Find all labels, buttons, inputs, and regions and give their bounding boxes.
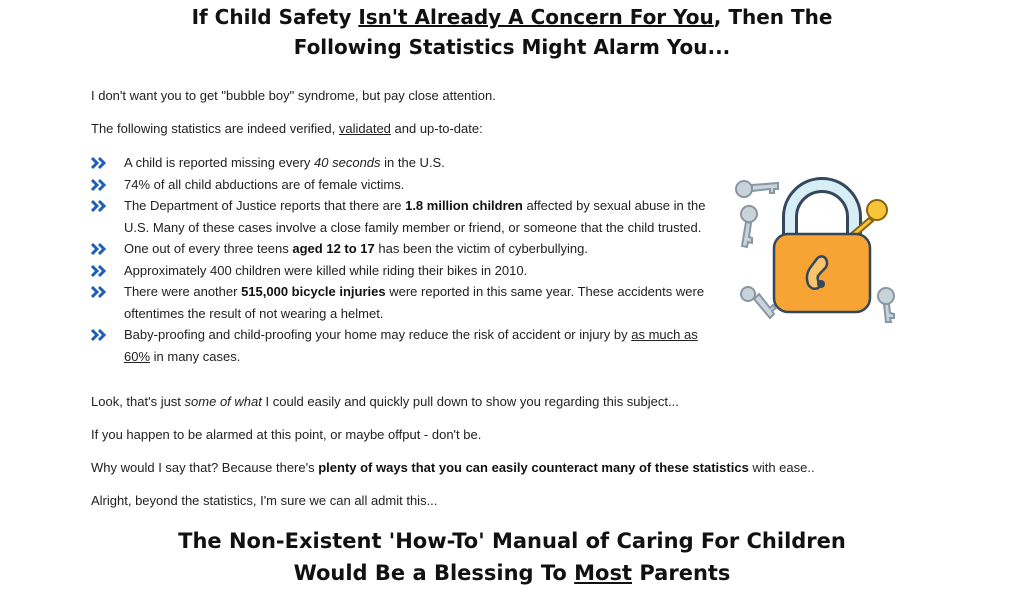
headline-top-line2: Following Statistics Might Alarm You... [293, 35, 731, 59]
list-item [91, 195, 711, 238]
intro-paragraph-1: I don't want you to get "bubble boy" syndrome, but pay close attention. [91, 88, 496, 103]
body-paragraph-3 [91, 459, 815, 477]
body-text: Look, that's just [91, 394, 185, 409]
list-item [91, 152, 711, 174]
statistics-list [91, 152, 711, 367]
double-chevron-right-icon [91, 264, 107, 278]
double-chevron-right-icon [91, 199, 107, 213]
list-item [91, 260, 711, 282]
body-emphasis: some of what [184, 394, 262, 409]
bullet-text-end: in many cases. [150, 348, 241, 364]
body-paragraph-1 [91, 393, 679, 411]
double-chevron-right-icon [91, 242, 107, 256]
bullet-bold: 1.8 million children [405, 198, 523, 213]
headline-top-text: If Child Safety [191, 5, 359, 29]
bullet-text-end: affected by sexual abuse in the U.S. Many of these cases involve a close family member or friend, or someone that the child trusted. [124, 198, 706, 235]
headline-bottom-line1: The Non-Existent 'How-To' Manual of Caring For Children [178, 529, 846, 553]
gray-key-icon [741, 287, 776, 318]
body-bold: plenty of ways that you can easily counteract many of these statistics [318, 460, 749, 475]
bullet-text-end: in the U.S. [380, 155, 445, 170]
intro-text-end: and up-to-date: [390, 121, 483, 136]
headline-bottom-underlined: Most [574, 561, 633, 585]
gray-key-icon [878, 288, 894, 322]
double-chevron-right-icon [91, 285, 107, 299]
validated-link[interactable]: validated [338, 121, 391, 136]
double-chevron-right-icon [91, 178, 107, 192]
bullet-text: Approximately 400 children were killed while riding their bikes in 2010. [124, 262, 528, 278]
as-much-as-60-link[interactable]: as much as 60% [124, 327, 698, 364]
bullet-bold: 515,000 bicycle injuries [241, 284, 386, 299]
bullet-text-end: were reported in this same year. These accidents were oftentimes the result of not wearing a helmet. [124, 284, 705, 321]
headline-bottom [0, 525, 1024, 589]
intro-text: The following statistics are indeed verified, [91, 121, 339, 136]
gray-key-icon [736, 181, 778, 197]
headline-top-underlined: Isn't Already A Concern For You [358, 5, 714, 29]
bullet-text: Baby-proofing and child-proofing your home may reduce the risk of accident or injury by [124, 327, 632, 342]
headline-top-text-end: , Then The [713, 5, 833, 29]
body-text-end: I could easily and quickly pull down to show you regarding this subject... [261, 394, 679, 409]
list-item [91, 174, 711, 196]
headline-bottom-text-end: Parents [632, 561, 731, 585]
intro-paragraph-2 [91, 120, 483, 138]
bullet-text: 74% of all child abductions are of female victims. [124, 176, 405, 192]
headline-bottom-line2 [0, 557, 1024, 589]
double-chevron-right-icon [91, 156, 107, 170]
body-paragraph-4: Alright, beyond the statistics, I'm sure we can all admit this... [91, 493, 438, 508]
bullet-text-end: has been the victim of cyberbullying. [374, 241, 588, 256]
padlock-with-keys-icon [730, 172, 900, 332]
gray-key-icon [741, 206, 757, 247]
headline-top [0, 2, 1024, 62]
bullet-text: A child is reported missing every [124, 155, 315, 170]
bullet-emphasis: 40 seconds [314, 155, 381, 170]
bullet-text: The Department of Justice reports that there are [124, 198, 406, 213]
body-text-end: with ease.. [748, 460, 815, 475]
bullet-bold: aged 12 to 17 [292, 241, 375, 256]
headline-top-line1 [0, 2, 1024, 32]
body-text: Why would I say that? Because there's [91, 460, 319, 475]
headline-bottom-text: Would Be a Blessing To [293, 561, 575, 585]
bullet-text: There were another [124, 284, 242, 299]
list-item [91, 324, 711, 367]
list-item [91, 281, 711, 324]
list-item [91, 238, 711, 260]
double-chevron-right-icon [91, 328, 107, 342]
body-paragraph-2: If you happen to be alarmed at this point, or maybe offput - don't be. [91, 427, 482, 442]
bullet-text: One out of every three teens [124, 241, 293, 256]
